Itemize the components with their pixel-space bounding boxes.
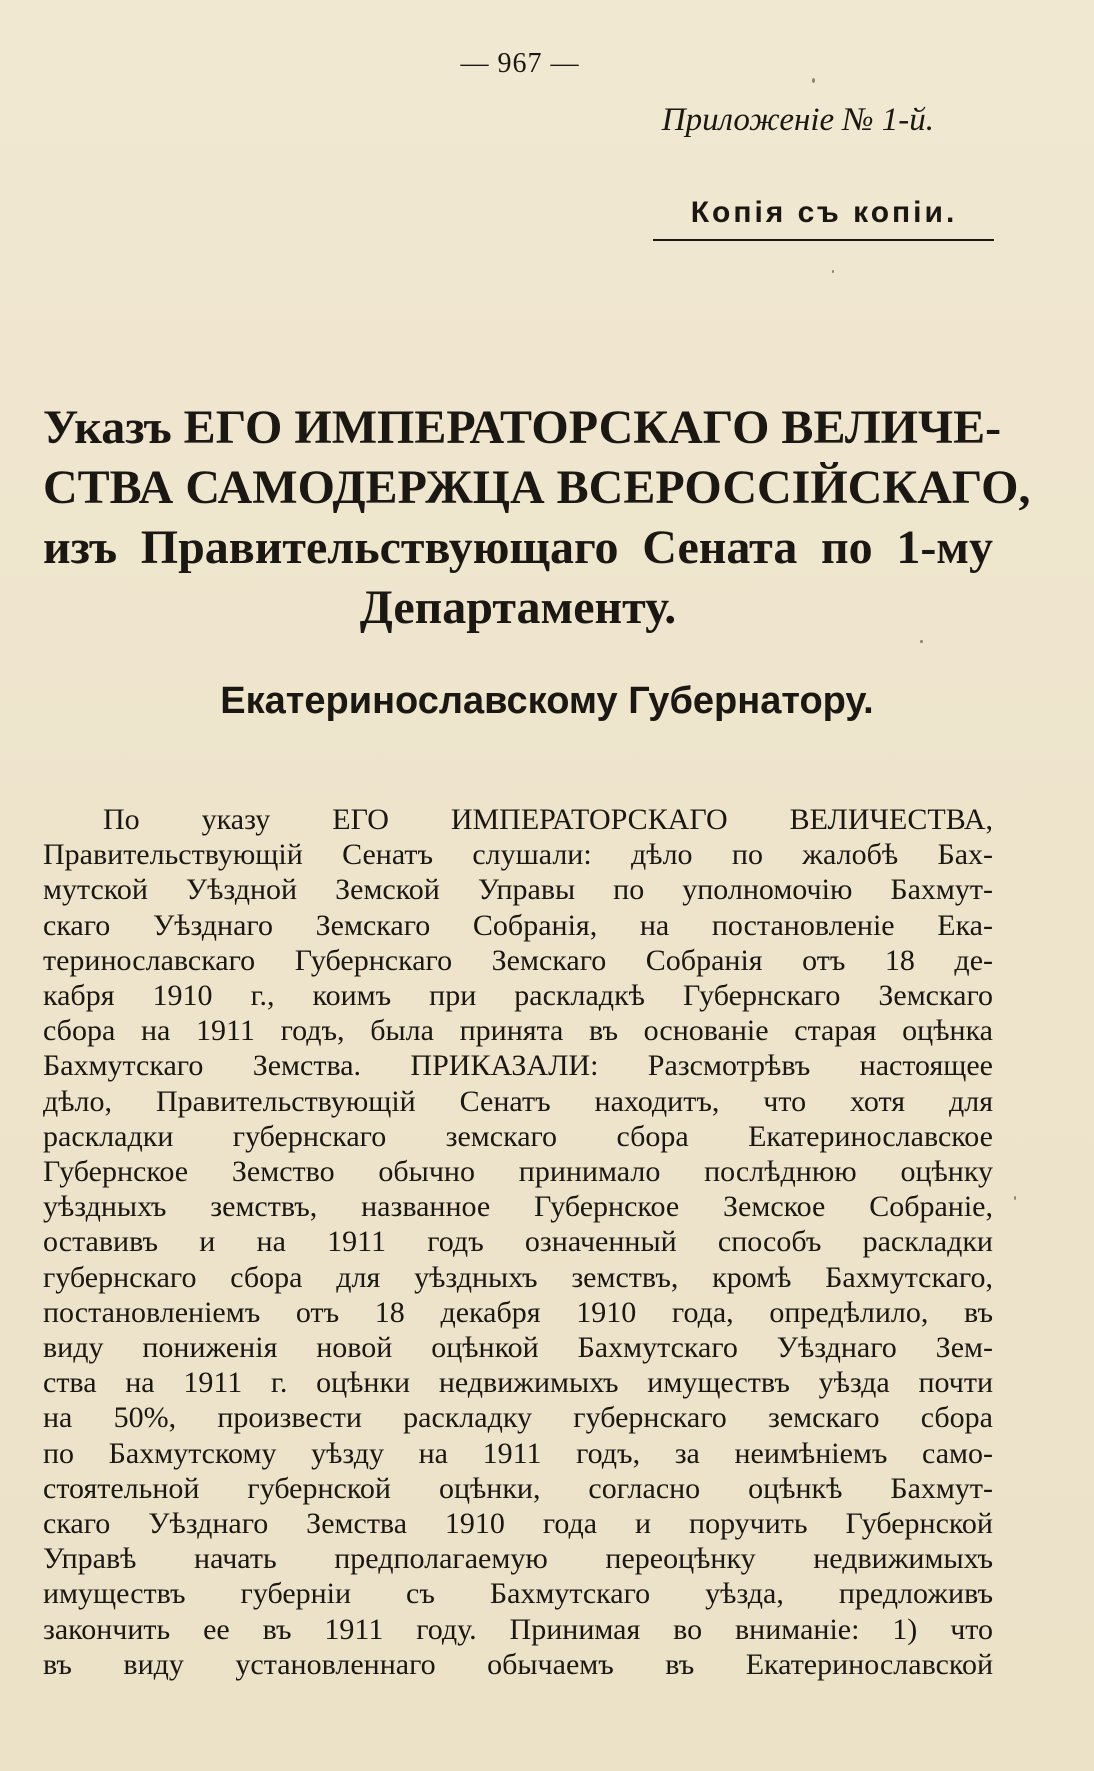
text-line: въ виду установленнаго обычаемъ въ Екатеринославской: [43, 1647, 993, 1681]
text-line: кабря 1910 г., коимъ при раскладкѣ Губернскаго Земскаго: [43, 979, 993, 1013]
addressee-heading: Екатеринославскому Губернатору.: [220, 680, 874, 722]
text-line: мутской Уѣздной Земской Управы по уполномочію Бахмут-: [43, 873, 993, 907]
title-line: Указъ ЕГО ИМПЕРАТОРСКАГО ВЕЛИЧЕ-: [43, 401, 1002, 454]
text-line: постановленіемъ отъ 18 декабря 1910 года, опредѣлило, въ: [43, 1295, 993, 1329]
text-line: виду пониженія новой оцѣнкой Бахмутскаго Уѣзднаго Зем-: [43, 1331, 993, 1365]
text-line: стоятельной губернской оцѣнки, согласно оцѣнкѣ Бахмут-: [43, 1471, 993, 1505]
text-line: дѣло, Правительствующій Сенатъ находитъ, что хотя для: [43, 1084, 993, 1118]
text-line: Управѣ начать предполагаемую переоцѣнку недвижимыхъ: [43, 1542, 993, 1576]
title-line: СТВА САМОДЕРЖЦА ВСЕРОССІЙСКАГО,: [43, 461, 1031, 514]
paper-speck: [920, 640, 923, 643]
decree-title: [43, 398, 1031, 638]
text-line: закончить ее въ 1911 году. Принимая во вниманіе: 1) что: [43, 1612, 993, 1646]
text-line: теринославскаго Губернскаго Земскаго Собранія отъ 18 де-: [43, 943, 993, 977]
copy-underline: [653, 239, 994, 241]
text-line: имуществъ губерніи съ Бахмутскаго уѣзда, предложивъ: [43, 1577, 993, 1611]
text-line: скаго Уѣзднаго Земства 1910 года и поручить Губернской: [43, 1507, 993, 1541]
page-number: — 967 —: [460, 48, 580, 79]
title-line: Департаменту.: [359, 581, 677, 634]
text-line: Бахмутскаго Земства. ПРИКАЗАЛИ: Разсмотрѣвъ настоящее: [43, 1049, 993, 1083]
text-line: Губернское Земство обычно принимало послѣднюю оцѣнку: [43, 1155, 993, 1189]
text-line: сбора на 1911 годъ, была принята въ основаніе старая оцѣнка: [43, 1014, 993, 1048]
body-text: [43, 802, 993, 1682]
copy-label: Копія съ копіи.: [690, 196, 958, 229]
text-line: раскладки губернскаго земскаго сбора Екатеринославское: [43, 1119, 993, 1153]
paper-speck: [832, 270, 834, 273]
text-line: Правительствующій Сенатъ слушали: дѣло по жалобѣ Бах-: [43, 838, 993, 872]
text-line: оставивъ и на 1911 годъ означенный способъ раскладки: [43, 1225, 993, 1259]
text-line: скаго Уѣзднаго Земскаго Собранія, на постановленіе Ека-: [43, 908, 993, 942]
text-line: По указу ЕГО ИМПЕРАТОРСКАГО ВЕЛИЧЕСТВА,: [103, 803, 993, 836]
appendix-label: Приложеніе № 1-й.: [661, 102, 934, 138]
title-line: изъ Правительствующаго Сената по 1-му: [43, 521, 993, 574]
text-line: на 50%, произвести раскладку губернскаго земскаго сбора: [43, 1401, 993, 1435]
paper-speck: [812, 78, 815, 83]
paper-speck: [1014, 1196, 1016, 1200]
text-line: губернскаго сбора для уѣздныхъ земствъ, кромѣ Бахмутскаго,: [43, 1260, 993, 1294]
text-line: по Бахмутскому уѣзду на 1911 годъ, за неимѣніемъ само-: [43, 1436, 993, 1470]
text-line: ства на 1911 г. оцѣнки недвижимыхъ имуществъ уѣзда почти: [43, 1366, 993, 1400]
text-line: уѣздныхъ земствъ, названное Губернское Земское Собраніе,: [43, 1190, 993, 1224]
